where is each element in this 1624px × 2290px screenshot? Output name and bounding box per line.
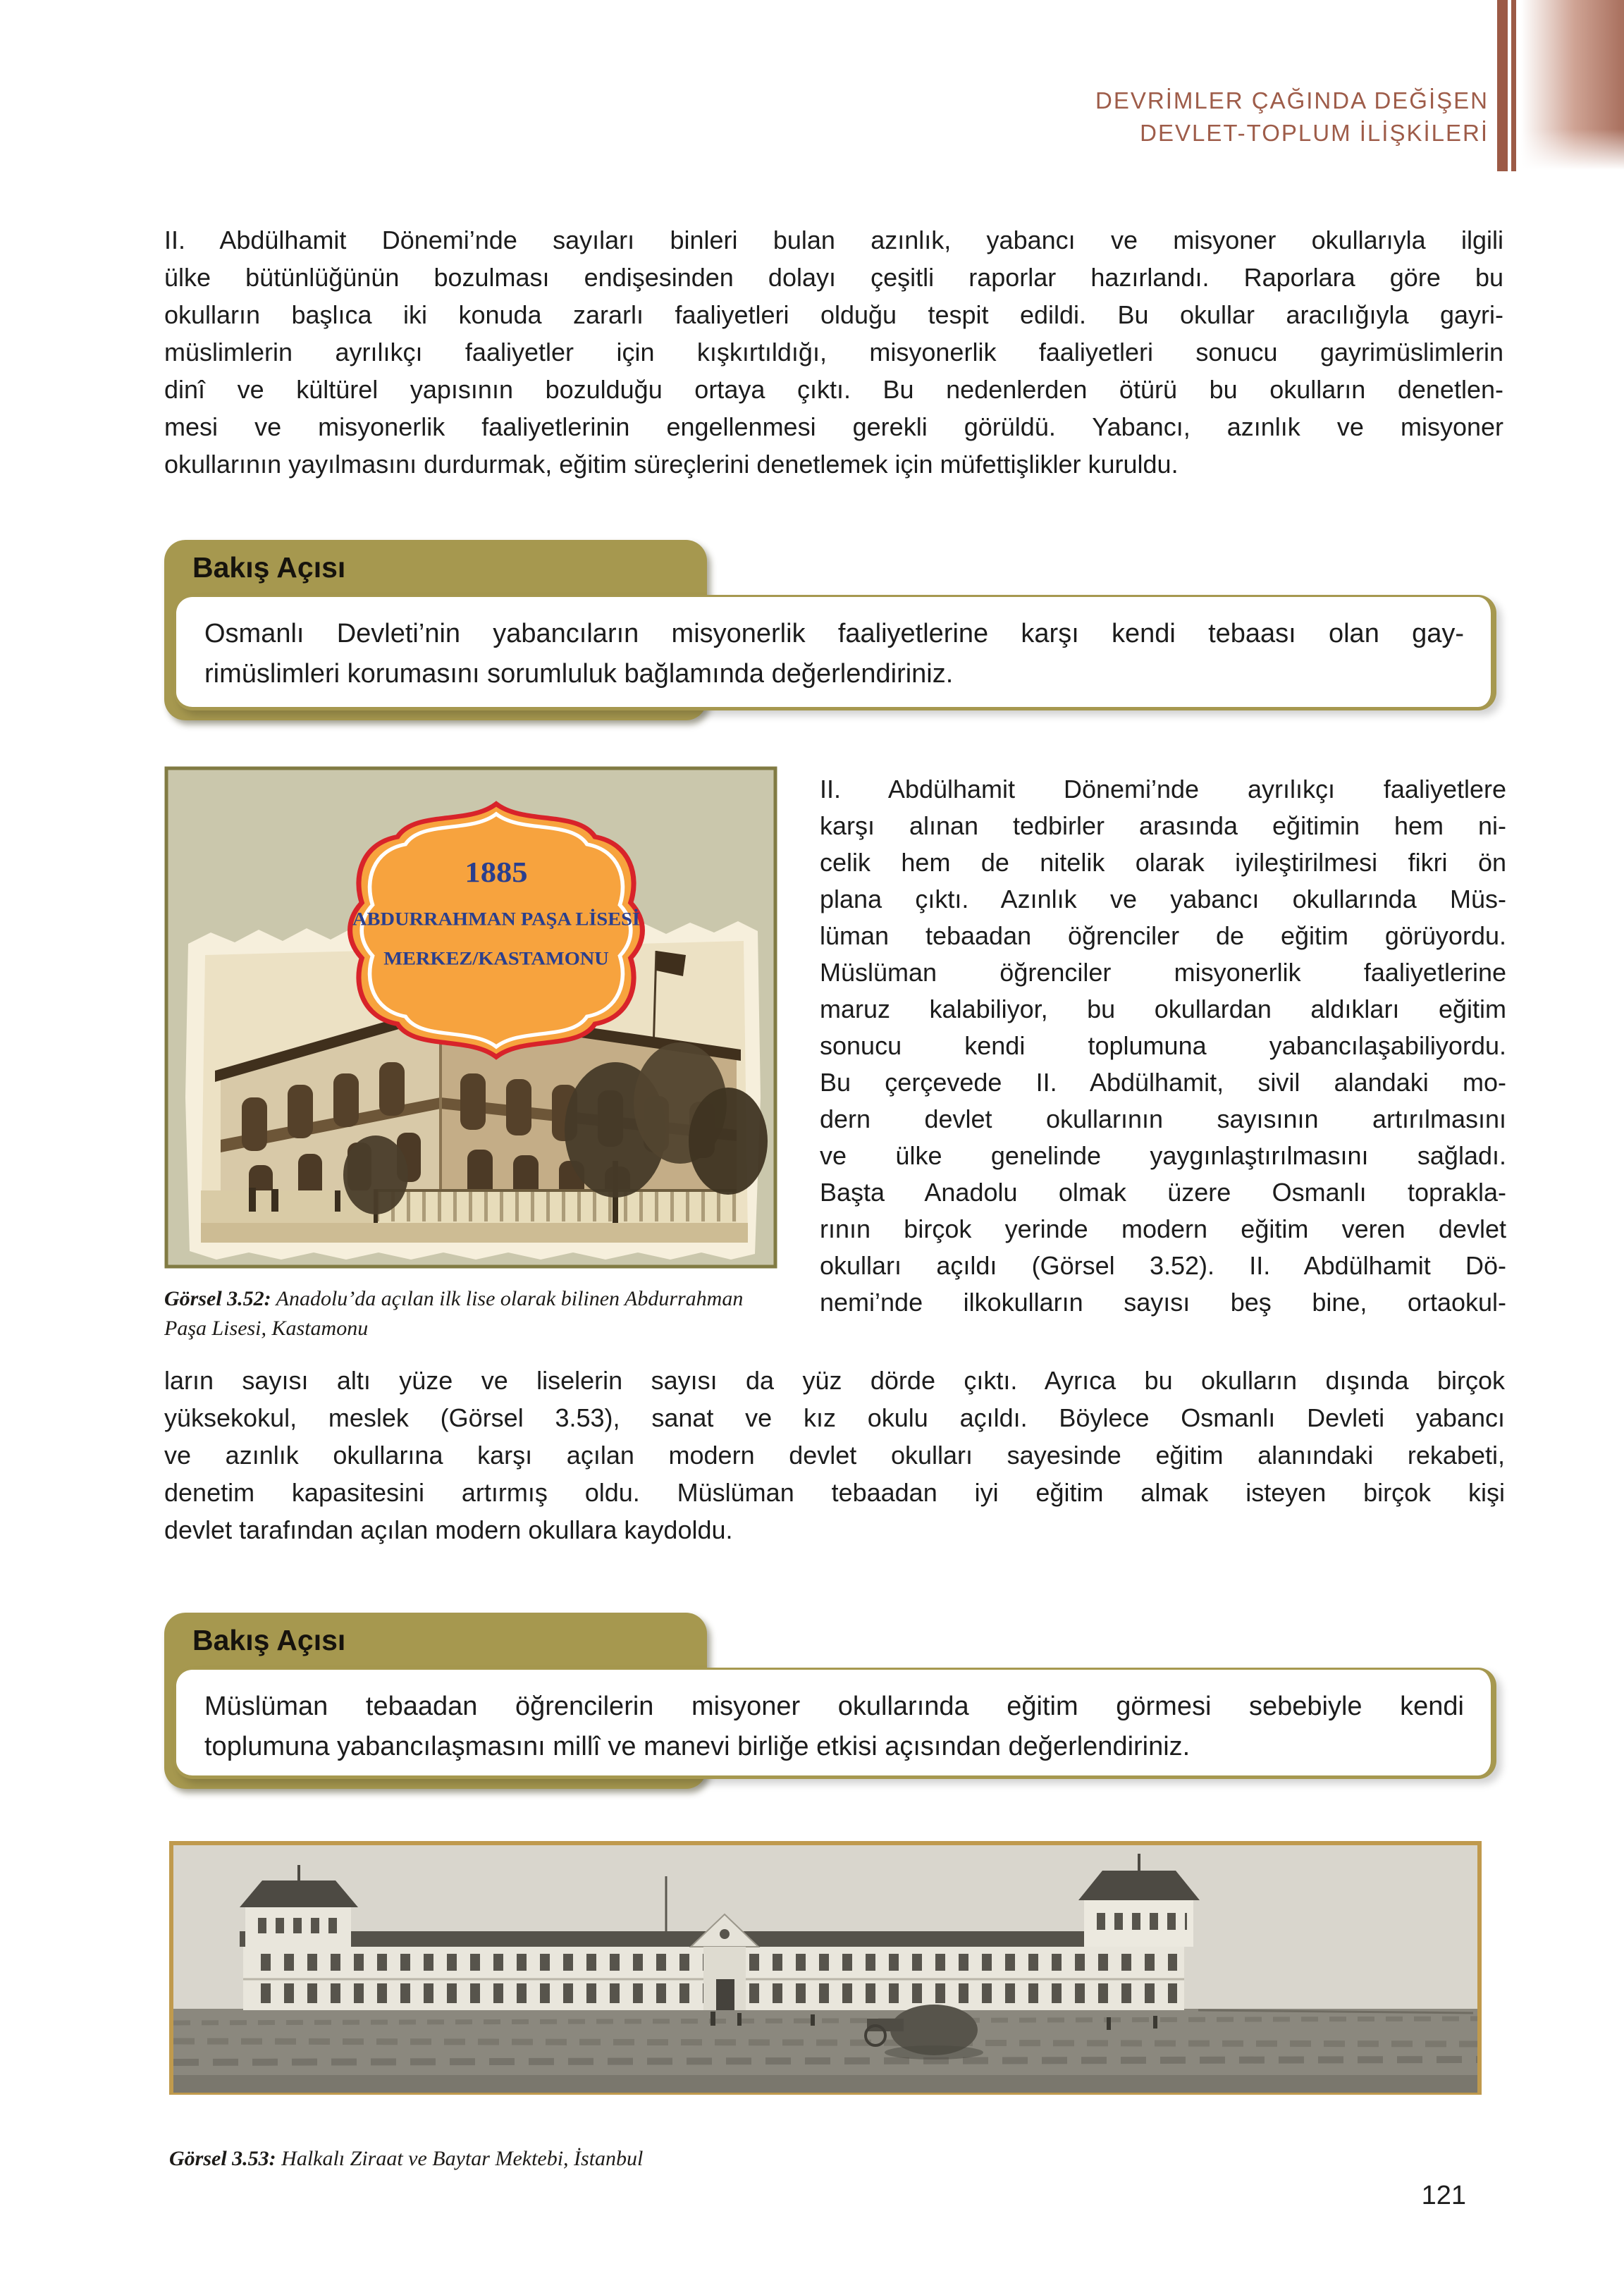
text-line: sonucu kendi toplumuna yabancılaşabiliyordu. [820,1031,1506,1060]
text-line: Bu çerçevede II. Abdülhamit, sivil alandaki mo- [820,1068,1506,1097]
text-line: ve azınlık okullarına karşı açılan modern devlet okulları sayesinde eğitim alanındaki rekabeti, [164,1441,1505,1470]
text-line: Müslüman tebaadan öğrencilerin misyoner okullarında eğitim görmesi sebebiyle kendi [204,1692,1464,1721]
figure-3-53 [169,1841,1482,2095]
text-line: II. Abdülhamit Dönemi’nde sayıları binleri bulan azınlık, yabancı ve misyoner okullarıyla ilgili [164,226,1503,254]
figure-3-52-caption [164,1284,813,1343]
text-line: plana çıktı. Azınlık ve yabancı okullarında Müs- [820,885,1506,913]
perspective-box-1-title: Bakış Açısı [192,551,346,584]
school-photo-istanbul-illustration [169,1841,1482,2095]
caption-line [164,1284,813,1314]
text-line: toplumuna yabancılaşmasını millî ve manevi birliğe etkisi açısından değerlendiriniz. [204,1732,1191,1761]
perspective-box-1-text [204,614,1464,694]
text-line: karşı alınan tedbirler arasında eğitimin hem ni- [820,811,1506,840]
text-line: maruz kalabiliyor, bu okullardan aldıkları eğitim [820,995,1506,1023]
text-line: dinî ve kültürel yapısının bozulduğu ortaya çıktı. Bu nedenlerden ötürü bu okulların denetlen- [164,375,1503,404]
text-line: denetim kapasitesini artırmış oldu. Müslüman tebaadan iyi eğitim almak isteyen birçok kişi [164,1478,1505,1507]
text-line: Başta Anadolu olmak üzere Osmanlı toprakla- [820,1178,1506,1207]
text-line: nemi’nde ilkokulların sayısı beş bine, ortaokul- [820,1288,1506,1317]
text-line: Müslüman öğrenciler misyonerlik faaliyetlerine [820,958,1506,987]
text-line: yüksekokul, meslek (Görsel 3.53), sanat ve kız okulu açıldı. Böylece Osmanlı Devleti yabancı [164,1403,1505,1432]
text-line: okulları açıldı (Görsel 3.52). II. Abdülhamit Dö- [820,1251,1506,1280]
text-line: celik hem de nitelik olarak iyileştirilmesi fikri ön [820,848,1506,877]
badge-cartouche [346,799,646,1062]
paragraph-continuation [164,1362,1505,1549]
school-badge [346,799,646,1062]
chapter-header [775,85,1489,149]
perspective-box-1 [164,540,1503,720]
caption-text: Anadolu’da açılan ilk lise olarak bilinen Abdurrahman [276,1287,744,1310]
corner-bar-thick [1497,0,1508,171]
text-line: müslimlerin ayrılıkçı faaliyetler için kışkırtıldığı, misyonerlik faaliyetleri sonucu gayrimüslimlerin [164,338,1503,367]
perspective-box-2-title: Bakış Açısı [192,1624,346,1656]
text-line: okulların başlıca iki konuda zararlı faaliyetleri olduğu tespit edildi. Bu okullar aracılığıyla gayri- [164,300,1503,329]
caption-label: Görsel 3.52: [164,1287,271,1310]
text-line: rimüslimleri korumasını sorumluluk bağlamında değerlendiriniz. [204,659,954,689]
text-line: mesi ve misyonerlik faaliyetlerinin engellenmesi gerekli görüldü. Yabancı, azınlık ve misyoner [164,412,1503,441]
badge-year: 1885 [465,856,528,889]
figure-3-52 [164,766,777,1269]
text-line: devlet tarafından açılan modern okullara kaydoldu. [164,1515,733,1544]
corner-gradient-decoration [1521,0,1624,170]
text-line: ülke bütünlüğünün bozulması endişesinden dolayı çeşitli raporlar hazırlandı. Raporlara göre bu [164,263,1503,292]
caption-label: Görsel 3.53: [169,2147,276,2170]
page-number: 121 [1421,2181,1466,2210]
text-line: ve ülke genelinde yaygınlaştırılmasını sağladı. [820,1141,1506,1170]
text-line: okullarının yayılmasını durdurmak, eğitim süreçlerini denetlemek için müfettişlikler kuruldu. [164,450,1179,479]
perspective-box-1-panel [174,595,1496,710]
text-line: lüman tebaadan öğrenciler de eğitim görüyordu. [820,921,1506,950]
chapter-header-line1: DEVRİMLER ÇAĞINDA DEĞİŞEN [1095,87,1489,113]
caption-line [169,2144,1156,2174]
badge-school-name: ABDURRAHMAN PAŞA LİSESİ [352,909,640,930]
figure-3-53-caption [169,2144,1156,2174]
corner-bar-thin [1511,0,1516,171]
caption-line: Paşa Lisesi, Kastamonu [164,1317,369,1340]
perspective-box-2-panel [174,1668,1496,1779]
text-line: Osmanlı Devleti’nin yabancıların misyonerlik faaliyetlerine karşı kendi tebaası olan gay- [204,619,1464,648]
chapter-header-line2: DEVLET-TOPLUM İLİŞKİLERİ [1140,120,1489,146]
perspective-box-2-text [204,1687,1464,1767]
paragraph-intro [164,221,1503,483]
text-line: rının birçok yerinde modern eğitim veren devlet [820,1214,1506,1243]
text-line: dern devlet okullarının sayısının artırılmasını [820,1104,1506,1133]
caption-text: Halkalı Ziraat ve Baytar Mektebi, İstanbul [281,2147,644,2170]
perspective-box-2 [164,1613,1503,1789]
paragraph-column [820,771,1506,1321]
text-line: ların sayısı altı yüze ve liselerin sayısı da yüz dörde çıktı. Ayrıca bu okulların dışında birçok [164,1366,1505,1395]
text-line: II. Abdülhamit Dönemi’nde ayrılıkçı faaliyetlere [820,775,1506,804]
badge-location: MERKEZ/KASTAMONU [383,948,609,969]
